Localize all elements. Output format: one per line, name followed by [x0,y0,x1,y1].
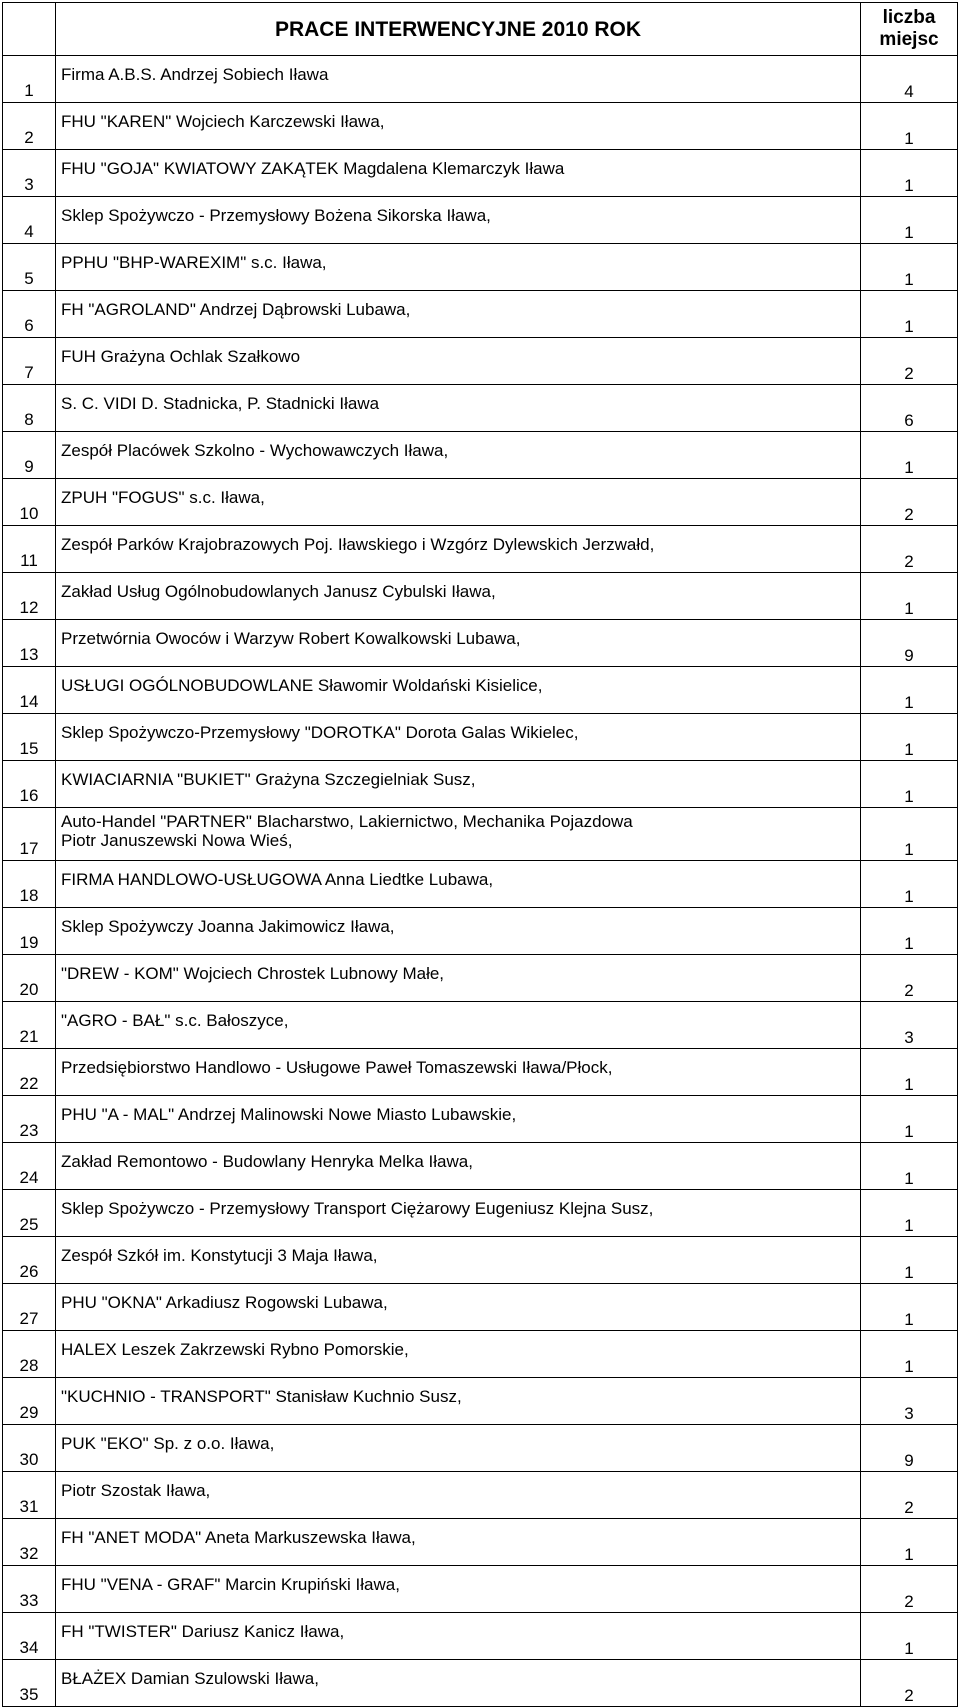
employer-name-cell: FUH Grażyna Ochlak Szałkowo [56,338,861,385]
table-row [3,1237,958,1284]
places-count: 1 [861,244,958,291]
row-number: 2 [3,103,56,150]
table-row [3,1613,958,1660]
table-row [3,432,958,479]
row-number: 30 [3,1425,56,1472]
places-count: 9 [861,1425,958,1472]
employer-name-cell: PUK "EKO" Sp. z o.o. Iława, [56,1425,861,1472]
employer-name-cell: Zakład Remontowo - Budowlany Henryka Melka Iława, [56,1143,861,1190]
table-row [3,908,958,955]
places-count: 1 [861,150,958,197]
header-places-label-line2: miejsc [879,29,939,50]
table-row [3,103,958,150]
places-count: 2 [861,1472,958,1519]
employer-name-cell: Piotr Szostak Iława, [56,1472,861,1519]
table-row [3,667,958,714]
table-row [3,573,958,620]
table-row [3,1143,958,1190]
employer-name-cell: FHU "GOJA" KWIATOWY ZAKĄTEK Magdalena Klemarczyk Iława [56,150,861,197]
row-number: 7 [3,338,56,385]
table-row [3,479,958,526]
employer-name-cell: Zespół Parków Krajobrazowych Poj. Iławskiego i Wzgórz Dylewskich Jerzwałd, [56,526,861,573]
employer-name-cell: PPHU "BHP-WAREXIM" s.c. Iława, [56,244,861,291]
table-row [3,808,958,861]
row-number: 5 [3,244,56,291]
places-count: 1 [861,667,958,714]
row-number: 15 [3,714,56,761]
employer-name: Auto-Handel "PARTNER" Blacharstwo, Lakiernictwo, Mechanika Pojazdowa [61,812,633,831]
row-number: 19 [3,908,56,955]
employer-name-cell: Przetwórnia Owoców i Warzyw Robert Kowalkowski Lubawa, [56,620,861,667]
table-row [3,150,958,197]
places-count: 6 [861,385,958,432]
employer-name-cell: Sklep Spożywczo-Przemysłowy "DOROTKA" Dorota Galas Wikielec, [56,714,861,761]
places-count: 1 [861,197,958,244]
table-row [3,197,958,244]
places-count: 1 [861,1613,958,1660]
row-number: 1 [3,56,56,103]
employer-name-cell: "AGRO - BAŁ" s.c. Bałoszyce, [56,1002,861,1049]
places-count: 3 [861,1002,958,1049]
employer-name-cell: FH "ANET MODA" Aneta Markuszewska Iława, [56,1519,861,1566]
places-count: 1 [861,432,958,479]
places-count: 1 [861,1096,958,1143]
table-row [3,56,958,103]
employer-name-cell: PHU "A - MAL" Andrzej Malinowski Nowe Miasto Lubawskie, [56,1096,861,1143]
row-number: 8 [3,385,56,432]
table-row [3,1660,958,1707]
table-row [3,291,958,338]
employer-name-cell: Zespół Placówek Szkolno - Wychowawczych Iława, [56,432,861,479]
employer-name-cell: FIRMA HANDLOWO-USŁUGOWA Anna Liedtke Lubawa, [56,861,861,908]
employer-name-cell: Zespół Szkół im. Konstytucji 3 Maja Iława, [56,1237,861,1284]
table-row [3,244,958,291]
places-count: 2 [861,479,958,526]
row-number: 23 [3,1096,56,1143]
row-number: 9 [3,432,56,479]
employer-name-cell: Zakład Usług Ogólnobudowlanych Janusz Cybulski Iława, [56,573,861,620]
row-number: 14 [3,667,56,714]
places-count: 1 [861,808,958,861]
employer-name-cell: FH "TWISTER" Dariusz Kanicz Iława, [56,1613,861,1660]
table-row [3,385,958,432]
employer-name-cell: Sklep Spożywczy Joanna Jakimowicz Iława, [56,908,861,955]
places-count: 1 [861,1143,958,1190]
table-row [3,761,958,808]
places-count: 1 [861,1237,958,1284]
table-row [3,1566,958,1613]
table-row [3,1190,958,1237]
places-count: 1 [861,1190,958,1237]
row-number: 17 [3,808,56,861]
header-places-cell [861,3,958,56]
places-count: 2 [861,955,958,1002]
row-number: 21 [3,1002,56,1049]
table-row [3,1331,958,1378]
places-count: 1 [861,1519,958,1566]
row-number: 18 [3,861,56,908]
employer-name-cell: PHU "OKNA" Arkadiusz Rogowski Lubawa, [56,1284,861,1331]
row-number: 25 [3,1190,56,1237]
row-number: 20 [3,955,56,1002]
places-count: 1 [861,1284,958,1331]
places-count: 2 [861,526,958,573]
places-count: 4 [861,56,958,103]
table-row [3,1378,958,1425]
places-count: 2 [861,1660,958,1707]
employer-name-cell: FHU "KAREN" Wojciech Karczewski Iława, [56,103,861,150]
places-count: 1 [861,103,958,150]
row-number: 3 [3,150,56,197]
places-count: 1 [861,861,958,908]
table-row [3,955,958,1002]
row-number: 32 [3,1519,56,1566]
row-number: 4 [3,197,56,244]
row-number: 10 [3,479,56,526]
row-number: 22 [3,1049,56,1096]
row-number: 6 [3,291,56,338]
employer-name-cell: "DREW - KOM" Wojciech Chrostek Lubnowy Małe, [56,955,861,1002]
row-number: 34 [3,1613,56,1660]
row-number: 26 [3,1237,56,1284]
places-count: 1 [861,1049,958,1096]
header-places-label-line1: liczba [882,7,936,28]
row-number: 12 [3,573,56,620]
table-row [3,1519,958,1566]
table-row [3,1049,958,1096]
places-count: 1 [861,714,958,761]
employers-table [2,2,958,1707]
employer-name-cell: Sklep Spożywczo - Przemysłowy Transport Ciężarowy Eugeniusz Klejna Susz, [56,1190,861,1237]
employer-name-cell: Firma A.B.S. Andrzej Sobiech Iława [56,56,861,103]
employer-name-cell: FH "AGROLAND" Andrzej Dąbrowski Lubawa, [56,291,861,338]
row-number: 35 [3,1660,56,1707]
employer-name-cell: "KUCHNIO - TRANSPORT" Stanisław Kuchnio Susz, [56,1378,861,1425]
page-title: PRACE INTERWENCYJNE 2010 ROK [56,3,861,56]
row-number: 29 [3,1378,56,1425]
places-count: 1 [861,291,958,338]
places-count: 1 [861,761,958,808]
table-row [3,714,958,761]
table-row [3,1002,958,1049]
employer-name-cell: ZPUH "FOGUS" s.c. Iława, [56,479,861,526]
row-number: 31 [3,1472,56,1519]
table-row [3,1096,958,1143]
table-row [3,338,958,385]
row-number: 27 [3,1284,56,1331]
employer-name-cell: USŁUGI OGÓLNOBUDOWLANE Sławomir Woldański Kisielice, [56,667,861,714]
row-number: 11 [3,526,56,573]
table-header-row [3,3,958,56]
places-count: 1 [861,573,958,620]
places-count: 2 [861,338,958,385]
row-number: 33 [3,1566,56,1613]
employer-name-cell: Sklep Spożywczo - Przemysłowy Bożena Sikorska Iława, [56,197,861,244]
row-number: 13 [3,620,56,667]
places-count: 3 [861,1378,958,1425]
row-number: 16 [3,761,56,808]
table-row [3,526,958,573]
table-row [3,1284,958,1331]
employer-name-cell: FHU "VENA - GRAF" Marcin Krupiński Iława, [56,1566,861,1613]
employer-name-line2: Piotr Januszewski Nowa Wieś, [61,831,293,850]
places-count: 2 [861,1566,958,1613]
employer-name-cell: S. C. VIDI D. Stadnicka, P. Stadnicki Iława [56,385,861,432]
table-row [3,1472,958,1519]
table-row [3,861,958,908]
employer-name-cell: BŁAŻEX Damian Szulowski Iława, [56,1660,861,1707]
employer-name-cell [56,808,861,861]
table-row [3,1425,958,1472]
places-count: 9 [861,620,958,667]
employer-name-cell: KWIACIARNIA "BUKIET" Grażyna Szczegielniak Susz, [56,761,861,808]
places-count: 1 [861,908,958,955]
table-row [3,620,958,667]
row-number: 24 [3,1143,56,1190]
header-number-cell [3,3,56,56]
places-count: 1 [861,1331,958,1378]
employer-name-cell: HALEX Leszek Zakrzewski Rybno Pomorskie, [56,1331,861,1378]
employer-name-cell: Przedsiębiorstwo Handlowo - Usługowe Paweł Tomaszewski Iława/Płock, [56,1049,861,1096]
row-number: 28 [3,1331,56,1378]
